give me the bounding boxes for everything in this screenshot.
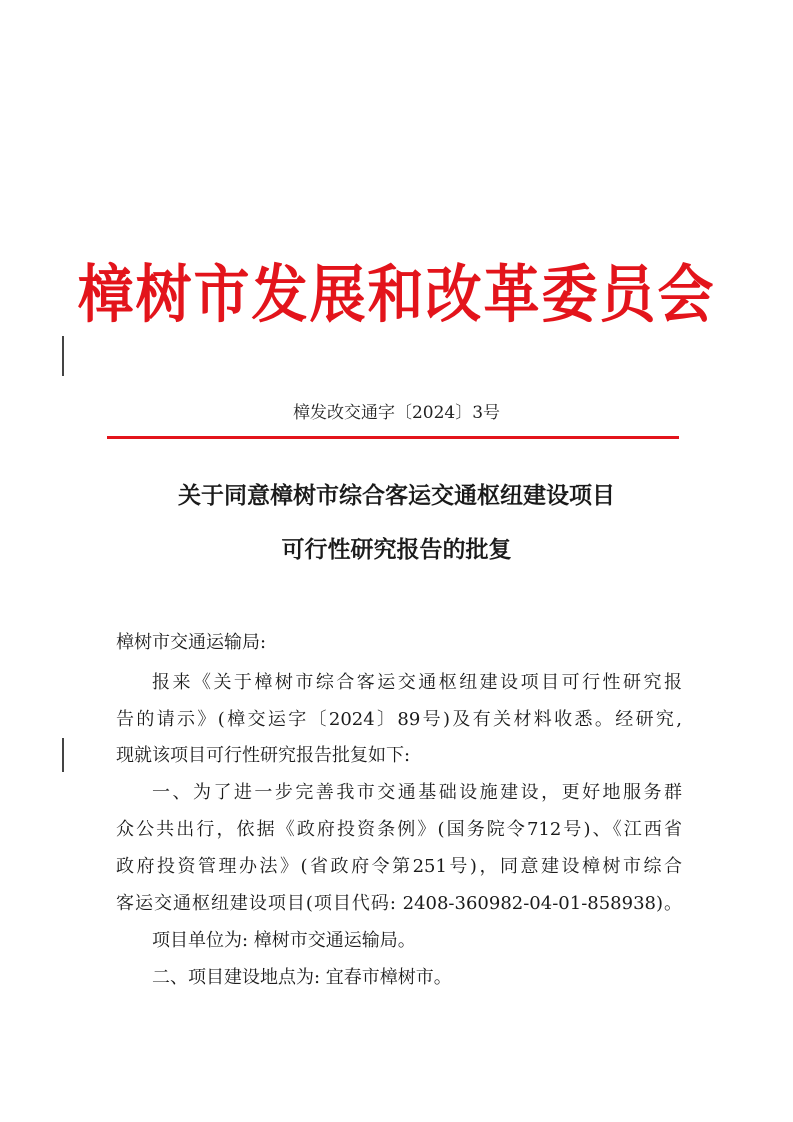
body-line: 告的请示》(樟交运字〔2024〕89号)及有关材料收悉。经研究, <box>116 709 682 730</box>
addressee: 樟树市交通运输局: <box>116 632 267 653</box>
document-title-line-2: 可行性研究报告的批复 <box>281 536 512 563</box>
document-number: 樟发改交通字〔2024〕3号 <box>292 403 501 423</box>
binding-mark <box>62 336 64 376</box>
body-line: 政府投资管理办法》(省政府令第251号)，同意建设樟树市综合 <box>116 856 682 877</box>
red-divider-line <box>107 436 679 439</box>
body-line: 现就该项目可行性研究报告批复如下: <box>116 745 411 766</box>
document-title-line-1: 关于同意樟树市综合客运交通枢纽建设项目 <box>178 482 615 509</box>
body-line: 项目单位为: 樟树市交通运输局。 <box>152 930 416 951</box>
issuer-heading: 樟树市发展和改革委员会 <box>77 257 716 332</box>
body-line: 众公共出行，依据《政府投资条例》(国务院令712号)、《江西省 <box>116 819 682 840</box>
body-line: 一、为了进一步完善我市交通基础设施建设，更好地服务群 <box>152 782 682 803</box>
binding-mark <box>62 738 64 772</box>
body-line: 二、项目建设地点为: 宜春市樟树市。 <box>152 967 452 988</box>
body-line: 报来《关于樟树市综合客运交通枢纽建设项目可行性研究报 <box>152 672 682 693</box>
body-line: 客运交通枢纽建设项目(项目代码: 2408-360982-04-01-858938)。 <box>116 893 682 914</box>
